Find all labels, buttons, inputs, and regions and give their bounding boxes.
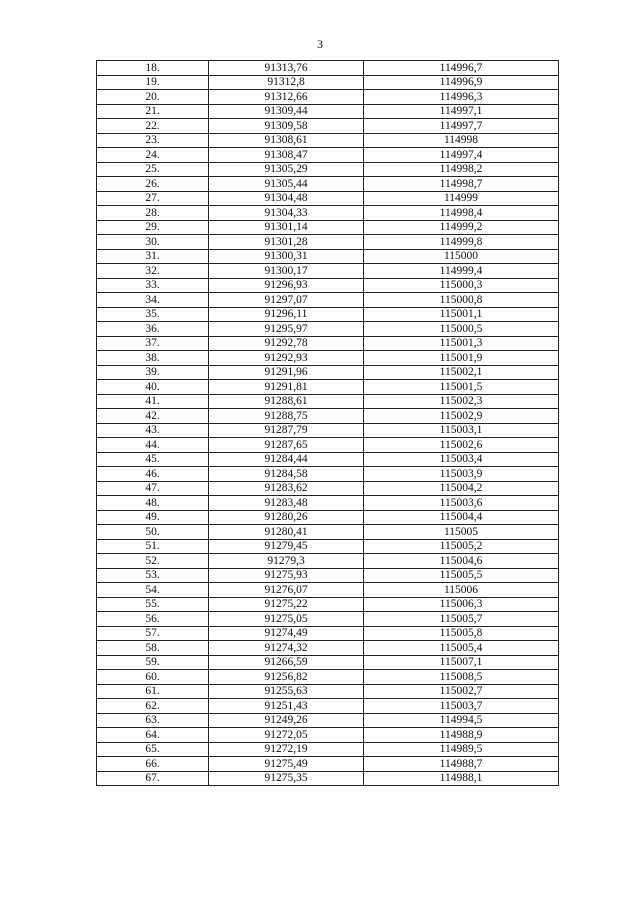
y-coordinate-cell: 115001,1 bbox=[364, 307, 559, 322]
point-number-cell: 21. bbox=[97, 104, 209, 119]
x-coordinate-cell: 91272,05 bbox=[209, 728, 364, 743]
point-number-cell: 55. bbox=[97, 597, 209, 612]
point-number-cell: 27. bbox=[97, 191, 209, 206]
x-coordinate-cell: 91296,11 bbox=[209, 307, 364, 322]
y-coordinate-cell: 115002,7 bbox=[364, 684, 559, 699]
point-number-cell: 60. bbox=[97, 670, 209, 685]
page-number: 3 bbox=[317, 37, 323, 51]
y-coordinate-cell: 114999,4 bbox=[364, 264, 559, 279]
point-number-cell: 65. bbox=[97, 742, 209, 757]
table-row bbox=[97, 61, 559, 76]
y-coordinate-cell: 115000,5 bbox=[364, 322, 559, 337]
x-coordinate-cell: 91295,97 bbox=[209, 322, 364, 337]
table-row bbox=[97, 742, 559, 757]
point-number-cell: 29. bbox=[97, 220, 209, 235]
x-coordinate-cell: 91275,35 bbox=[209, 771, 364, 786]
table-row bbox=[97, 307, 559, 322]
x-coordinate-cell: 91304,48 bbox=[209, 191, 364, 206]
point-number-cell: 47. bbox=[97, 481, 209, 496]
y-coordinate-cell: 115003,6 bbox=[364, 496, 559, 511]
x-coordinate-cell: 91275,05 bbox=[209, 612, 364, 627]
coordinates-table-body bbox=[97, 61, 559, 786]
point-number-cell: 43. bbox=[97, 423, 209, 438]
x-coordinate-cell: 91301,14 bbox=[209, 220, 364, 235]
point-number-cell: 41. bbox=[97, 394, 209, 409]
point-number-cell: 64. bbox=[97, 728, 209, 743]
y-coordinate-cell: 115007,1 bbox=[364, 655, 559, 670]
x-coordinate-cell: 91300,17 bbox=[209, 264, 364, 279]
point-number-cell: 33. bbox=[97, 278, 209, 293]
y-coordinate-cell: 114994,5 bbox=[364, 713, 559, 728]
point-number-cell: 19. bbox=[97, 75, 209, 90]
x-coordinate-cell: 91287,79 bbox=[209, 423, 364, 438]
table-row bbox=[97, 583, 559, 598]
point-number-cell: 39. bbox=[97, 365, 209, 380]
y-coordinate-cell: 115005,8 bbox=[364, 626, 559, 641]
point-number-cell: 67. bbox=[97, 771, 209, 786]
x-coordinate-cell: 91313,76 bbox=[209, 61, 364, 76]
x-coordinate-cell: 91312,66 bbox=[209, 90, 364, 105]
table-row bbox=[97, 75, 559, 90]
table-row bbox=[97, 380, 559, 395]
y-coordinate-cell: 115000,3 bbox=[364, 278, 559, 293]
y-coordinate-cell: 115006 bbox=[364, 583, 559, 598]
point-number-cell: 61. bbox=[97, 684, 209, 699]
y-coordinate-cell: 114996,7 bbox=[364, 61, 559, 76]
y-coordinate-cell: 115003,4 bbox=[364, 452, 559, 467]
y-coordinate-cell: 114999,8 bbox=[364, 235, 559, 250]
table-row bbox=[97, 539, 559, 554]
table-row bbox=[97, 510, 559, 525]
point-number-cell: 36. bbox=[97, 322, 209, 337]
y-coordinate-cell: 115004,4 bbox=[364, 510, 559, 525]
y-coordinate-cell: 115001,5 bbox=[364, 380, 559, 395]
point-number-cell: 30. bbox=[97, 235, 209, 250]
point-number-cell: 20. bbox=[97, 90, 209, 105]
point-number-cell: 35. bbox=[97, 307, 209, 322]
y-coordinate-cell: 114998,7 bbox=[364, 177, 559, 192]
y-coordinate-cell: 115000,8 bbox=[364, 293, 559, 308]
y-coordinate-cell: 115001,3 bbox=[364, 336, 559, 351]
point-number-cell: 66. bbox=[97, 757, 209, 772]
point-number-cell: 37. bbox=[97, 336, 209, 351]
point-number-cell: 45. bbox=[97, 452, 209, 467]
table-row bbox=[97, 104, 559, 119]
table-row bbox=[97, 90, 559, 105]
y-coordinate-cell: 115005 bbox=[364, 525, 559, 540]
x-coordinate-cell: 91296,93 bbox=[209, 278, 364, 293]
y-coordinate-cell: 114989,5 bbox=[364, 742, 559, 757]
y-coordinate-cell: 115003,1 bbox=[364, 423, 559, 438]
x-coordinate-cell: 91292,78 bbox=[209, 336, 364, 351]
point-number-cell: 56. bbox=[97, 612, 209, 627]
y-coordinate-cell: 115008,5 bbox=[364, 670, 559, 685]
y-coordinate-cell: 115005,2 bbox=[364, 539, 559, 554]
table-row bbox=[97, 322, 559, 337]
x-coordinate-cell: 91279,3 bbox=[209, 554, 364, 569]
x-coordinate-cell: 91266,59 bbox=[209, 655, 364, 670]
x-coordinate-cell: 91308,47 bbox=[209, 148, 364, 163]
point-number-cell: 53. bbox=[97, 568, 209, 583]
x-coordinate-cell: 91280,26 bbox=[209, 510, 364, 525]
x-coordinate-cell: 91312,8 bbox=[209, 75, 364, 90]
table-row bbox=[97, 235, 559, 250]
x-coordinate-cell: 91276,07 bbox=[209, 583, 364, 598]
y-coordinate-cell: 115004,2 bbox=[364, 481, 559, 496]
y-coordinate-cell: 114998 bbox=[364, 133, 559, 148]
x-coordinate-cell: 91288,61 bbox=[209, 394, 364, 409]
y-coordinate-cell: 115002,3 bbox=[364, 394, 559, 409]
table-row bbox=[97, 249, 559, 264]
point-number-cell: 18. bbox=[97, 61, 209, 76]
table-row bbox=[97, 713, 559, 728]
table-row bbox=[97, 670, 559, 685]
table-row bbox=[97, 452, 559, 467]
y-coordinate-cell: 115003,9 bbox=[364, 467, 559, 482]
y-coordinate-cell: 115004,6 bbox=[364, 554, 559, 569]
x-coordinate-cell: 91304,33 bbox=[209, 206, 364, 221]
table-row bbox=[97, 641, 559, 656]
point-number-cell: 23. bbox=[97, 133, 209, 148]
point-number-cell: 28. bbox=[97, 206, 209, 221]
coordinates-table bbox=[96, 60, 559, 786]
y-coordinate-cell: 115000 bbox=[364, 249, 559, 264]
x-coordinate-cell: 91292,93 bbox=[209, 351, 364, 366]
x-coordinate-cell: 91256,82 bbox=[209, 670, 364, 685]
x-coordinate-cell: 91309,44 bbox=[209, 104, 364, 119]
table-row bbox=[97, 481, 559, 496]
point-number-cell: 49. bbox=[97, 510, 209, 525]
x-coordinate-cell: 91300,31 bbox=[209, 249, 364, 264]
x-coordinate-cell: 91284,44 bbox=[209, 452, 364, 467]
point-number-cell: 44. bbox=[97, 438, 209, 453]
point-number-cell: 34. bbox=[97, 293, 209, 308]
table-row bbox=[97, 365, 559, 380]
x-coordinate-cell: 91279,45 bbox=[209, 539, 364, 554]
x-coordinate-cell: 91291,81 bbox=[209, 380, 364, 395]
table-row bbox=[97, 626, 559, 641]
x-coordinate-cell: 91274,49 bbox=[209, 626, 364, 641]
x-coordinate-cell: 91287,65 bbox=[209, 438, 364, 453]
table-row bbox=[97, 351, 559, 366]
point-number-cell: 46. bbox=[97, 467, 209, 482]
table-row bbox=[97, 496, 559, 511]
y-coordinate-cell: 114999 bbox=[364, 191, 559, 206]
table-row bbox=[97, 264, 559, 279]
point-number-cell: 26. bbox=[97, 177, 209, 192]
y-coordinate-cell: 114988,9 bbox=[364, 728, 559, 743]
y-coordinate-cell: 115002,1 bbox=[364, 365, 559, 380]
x-coordinate-cell: 91305,44 bbox=[209, 177, 364, 192]
table-row bbox=[97, 684, 559, 699]
table-row bbox=[97, 699, 559, 714]
table-row bbox=[97, 568, 559, 583]
x-coordinate-cell: 91275,22 bbox=[209, 597, 364, 612]
table-row bbox=[97, 394, 559, 409]
x-coordinate-cell: 91275,93 bbox=[209, 568, 364, 583]
table-row bbox=[97, 554, 559, 569]
table-row bbox=[97, 757, 559, 772]
table-row bbox=[97, 771, 559, 786]
x-coordinate-cell: 91275,49 bbox=[209, 757, 364, 772]
table-row bbox=[97, 728, 559, 743]
x-coordinate-cell: 91249,26 bbox=[209, 713, 364, 728]
table-row bbox=[97, 525, 559, 540]
table-row bbox=[97, 409, 559, 424]
y-coordinate-cell: 114996,3 bbox=[364, 90, 559, 105]
x-coordinate-cell: 91284,58 bbox=[209, 467, 364, 482]
table-row bbox=[97, 597, 559, 612]
x-coordinate-cell: 91255,63 bbox=[209, 684, 364, 699]
x-coordinate-cell: 91283,48 bbox=[209, 496, 364, 511]
y-coordinate-cell: 115002,6 bbox=[364, 438, 559, 453]
y-coordinate-cell: 114999,2 bbox=[364, 220, 559, 235]
table-row bbox=[97, 612, 559, 627]
y-coordinate-cell: 114988,1 bbox=[364, 771, 559, 786]
table-row bbox=[97, 438, 559, 453]
point-number-cell: 40. bbox=[97, 380, 209, 395]
x-coordinate-cell: 91305,29 bbox=[209, 162, 364, 177]
y-coordinate-cell: 114997,1 bbox=[364, 104, 559, 119]
x-coordinate-cell: 91309,58 bbox=[209, 119, 364, 134]
table-row bbox=[97, 278, 559, 293]
y-coordinate-cell: 114998,4 bbox=[364, 206, 559, 221]
table-row bbox=[97, 177, 559, 192]
y-coordinate-cell: 114997,4 bbox=[364, 148, 559, 163]
table-row bbox=[97, 293, 559, 308]
table-row bbox=[97, 220, 559, 235]
table-row bbox=[97, 423, 559, 438]
x-coordinate-cell: 91297,07 bbox=[209, 293, 364, 308]
x-coordinate-cell: 91283,62 bbox=[209, 481, 364, 496]
table-row bbox=[97, 119, 559, 134]
y-coordinate-cell: 115005,4 bbox=[364, 641, 559, 656]
point-number-cell: 62. bbox=[97, 699, 209, 714]
y-coordinate-cell: 114997,7 bbox=[364, 119, 559, 134]
point-number-cell: 32. bbox=[97, 264, 209, 279]
table-row bbox=[97, 133, 559, 148]
point-number-cell: 63. bbox=[97, 713, 209, 728]
y-coordinate-cell: 115006,3 bbox=[364, 597, 559, 612]
point-number-cell: 24. bbox=[97, 148, 209, 163]
point-number-cell: 31. bbox=[97, 249, 209, 264]
table-row bbox=[97, 467, 559, 482]
x-coordinate-cell: 91280,41 bbox=[209, 525, 364, 540]
y-coordinate-cell: 115005,5 bbox=[364, 568, 559, 583]
x-coordinate-cell: 91288,75 bbox=[209, 409, 364, 424]
x-coordinate-cell: 91274,32 bbox=[209, 641, 364, 656]
point-number-cell: 51. bbox=[97, 539, 209, 554]
x-coordinate-cell: 91251,43 bbox=[209, 699, 364, 714]
y-coordinate-cell: 115002,9 bbox=[364, 409, 559, 424]
x-coordinate-cell: 91308,61 bbox=[209, 133, 364, 148]
point-number-cell: 50. bbox=[97, 525, 209, 540]
y-coordinate-cell: 115001,9 bbox=[364, 351, 559, 366]
table-row bbox=[97, 336, 559, 351]
point-number-cell: 52. bbox=[97, 554, 209, 569]
point-number-cell: 22. bbox=[97, 119, 209, 134]
y-coordinate-cell: 115005,7 bbox=[364, 612, 559, 627]
y-coordinate-cell: 114998,2 bbox=[364, 162, 559, 177]
point-number-cell: 54. bbox=[97, 583, 209, 598]
y-coordinate-cell: 114996,9 bbox=[364, 75, 559, 90]
point-number-cell: 25. bbox=[97, 162, 209, 177]
y-coordinate-cell: 115003,7 bbox=[364, 699, 559, 714]
x-coordinate-cell: 91291,96 bbox=[209, 365, 364, 380]
point-number-cell: 58. bbox=[97, 641, 209, 656]
point-number-cell: 57. bbox=[97, 626, 209, 641]
point-number-cell: 48. bbox=[97, 496, 209, 511]
table-row bbox=[97, 191, 559, 206]
x-coordinate-cell: 91301,28 bbox=[209, 235, 364, 250]
x-coordinate-cell: 91272,19 bbox=[209, 742, 364, 757]
point-number-cell: 38. bbox=[97, 351, 209, 366]
y-coordinate-cell: 114988,7 bbox=[364, 757, 559, 772]
table-row bbox=[97, 162, 559, 177]
table-row bbox=[97, 206, 559, 221]
point-number-cell: 42. bbox=[97, 409, 209, 424]
table-row bbox=[97, 148, 559, 163]
table-row bbox=[97, 655, 559, 670]
point-number-cell: 59. bbox=[97, 655, 209, 670]
